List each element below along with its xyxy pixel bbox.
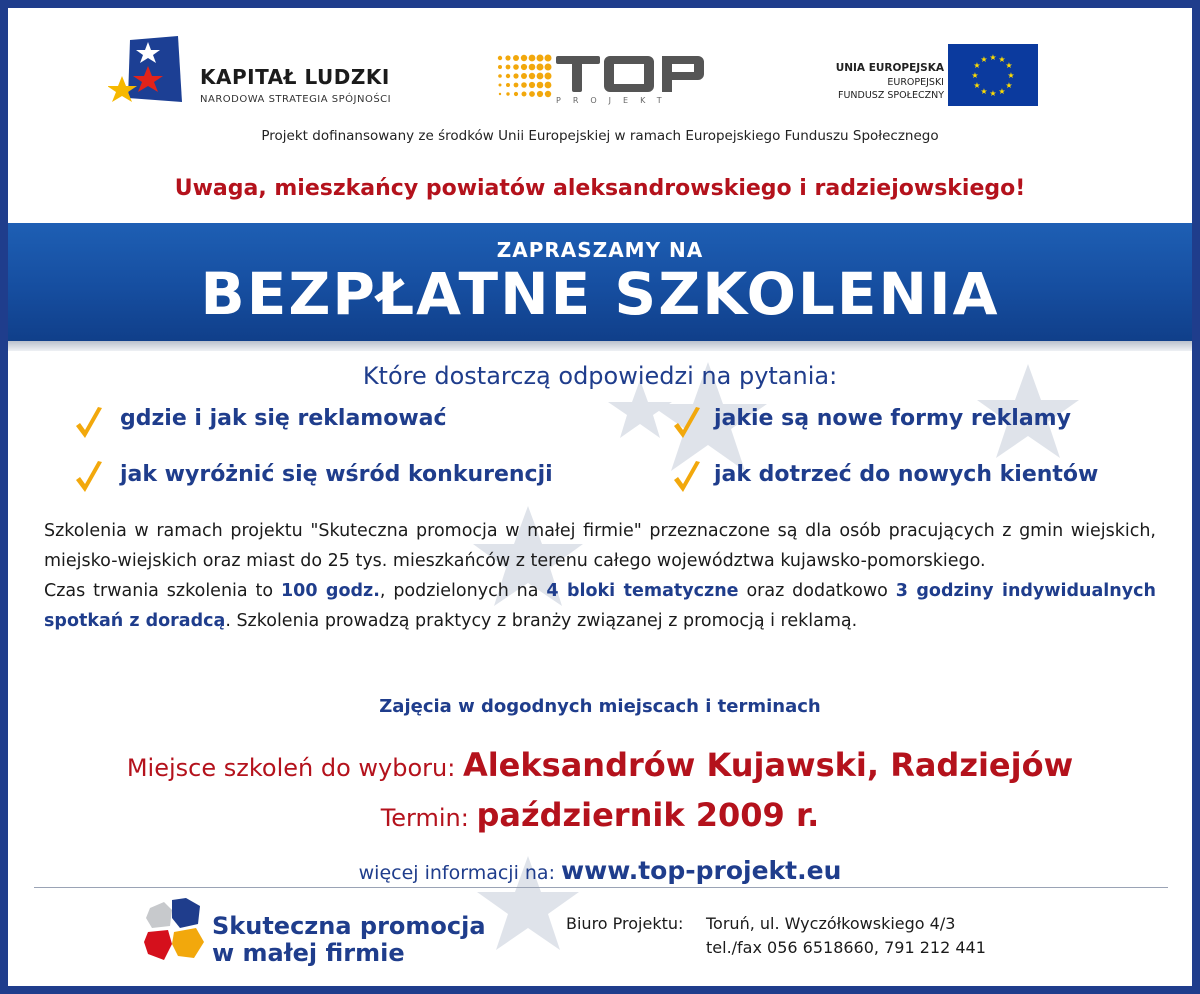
office-phone: tel./fax 056 6518660, 791 212 441 xyxy=(706,938,986,957)
office-address: Toruń, ul. Wyczółkowskiego 4/3 xyxy=(706,914,956,933)
svg-text:★: ★ xyxy=(1007,71,1015,80)
office-label: Biuro Projektu: xyxy=(566,914,684,933)
checkmark-icon xyxy=(74,406,104,442)
cofinancing-note: Projekt dofinansowany ze środków Unii Europejskiej w ramach Europejskiego Funduszu Społecznego xyxy=(261,128,939,144)
description-paragraph-2 xyxy=(44,576,1156,636)
text-run: oraz dodatkowo xyxy=(738,581,896,601)
kapital-ludzki-title: KAPITAŁ LUDZKI xyxy=(200,65,390,89)
eu-title: UNIA EUROPEJSKA xyxy=(835,62,944,74)
description-paragraph-1: Szkolenia w ramach projektu "Skuteczna promocja w małej firmie" przeznaczone są dla osób pracujących z gmin wiejskich, miejsko-wiejskich oraz miast do 25 tys. mieszkańców z terenu całego województwa kujawsko-pomorskiego. xyxy=(44,521,1156,571)
checkmark-icon xyxy=(74,460,104,496)
attention-heading: Uwaga, mieszkańcy powiatów aleksandrowskiego i radziejowskiego! xyxy=(174,176,1026,201)
checkmark-icon xyxy=(672,406,702,442)
top-subtitle: PROJEKT xyxy=(556,96,674,105)
classes-note: Zajęcia w dogodnych miejscach i terminach xyxy=(379,696,821,717)
blocks-highlight: 4 bloki tematyczne xyxy=(546,581,739,601)
eu-line2: FUNDUSZ SPOŁECZNY xyxy=(838,90,944,101)
place-value: Aleksandrów Kujawski, Radziejów xyxy=(462,746,1074,784)
background-stars xyxy=(8,8,1192,986)
svg-text:★: ★ xyxy=(980,87,988,96)
meetings-highlight: 3 godziny indywidualnych spotkań z doradcą xyxy=(44,581,1156,631)
place-label: Miejsce szkoleń do wyboru: xyxy=(126,754,463,782)
banner-shadow xyxy=(8,341,1192,351)
text-run: , podzielonych na xyxy=(379,581,547,601)
kapital-ludzki-subtitle: NARODOWA STRATEGIA SPÓJNOŚCI xyxy=(200,94,392,105)
svg-text:★: ★ xyxy=(989,89,997,98)
term-label: Termin: xyxy=(380,804,477,832)
project-name-line2: w małej firmie xyxy=(212,939,405,967)
project-name-line1: Skuteczna promocja xyxy=(212,912,486,940)
term-line xyxy=(8,796,1192,834)
banner-headline: BEZPŁATNE SZKOLENIA xyxy=(200,260,1000,328)
eu-line1: EUROPEJSKI xyxy=(887,77,944,88)
svg-text:★: ★ xyxy=(973,61,981,70)
question-item: gdzie i jak się reklamować xyxy=(120,406,447,431)
more-info-line xyxy=(8,856,1192,885)
term-value: październik 2009 r. xyxy=(476,796,820,834)
description xyxy=(44,516,1156,636)
top-dots-icon xyxy=(496,50,554,100)
footer-divider xyxy=(34,887,1168,888)
svg-text:★: ★ xyxy=(998,87,1006,96)
question-item: jak wyróżnić się wśród konkurencji xyxy=(120,462,553,487)
banner-invite: ZAPRASZAMY NA xyxy=(496,238,704,262)
text-run: . Szkolenia prowadzą praktycy z branży związanej z promocją i reklamą. xyxy=(225,611,858,631)
top-wordmark xyxy=(556,52,706,94)
svg-text:★: ★ xyxy=(980,55,988,64)
more-info-label: więcej informacji na: xyxy=(358,862,562,884)
eu-flag-icon xyxy=(948,44,1038,106)
website-link[interactable]: www.top-projekt.eu xyxy=(561,856,842,885)
svg-text:★: ★ xyxy=(1005,61,1013,70)
svg-text:★: ★ xyxy=(973,81,981,90)
svg-text:★: ★ xyxy=(989,53,997,62)
checkmark-icon xyxy=(672,460,702,496)
questions-subheading: Które dostarczą odpowiedzi na pytania: xyxy=(362,362,838,390)
hours-highlight: 100 godz. xyxy=(280,581,380,601)
question-item: jakie są nowe formy reklamy xyxy=(714,406,1071,431)
region-map-logo xyxy=(142,896,206,964)
svg-text:★: ★ xyxy=(971,71,979,80)
svg-text:★: ★ xyxy=(998,55,1006,64)
kapital-ludzki-logo xyxy=(108,32,192,116)
text-run: Czas trwania szkolenia to xyxy=(44,581,281,601)
place-line xyxy=(8,746,1192,784)
question-item: jak dotrzeć do nowych kientów xyxy=(714,462,1099,487)
svg-text:★: ★ xyxy=(1005,81,1013,90)
